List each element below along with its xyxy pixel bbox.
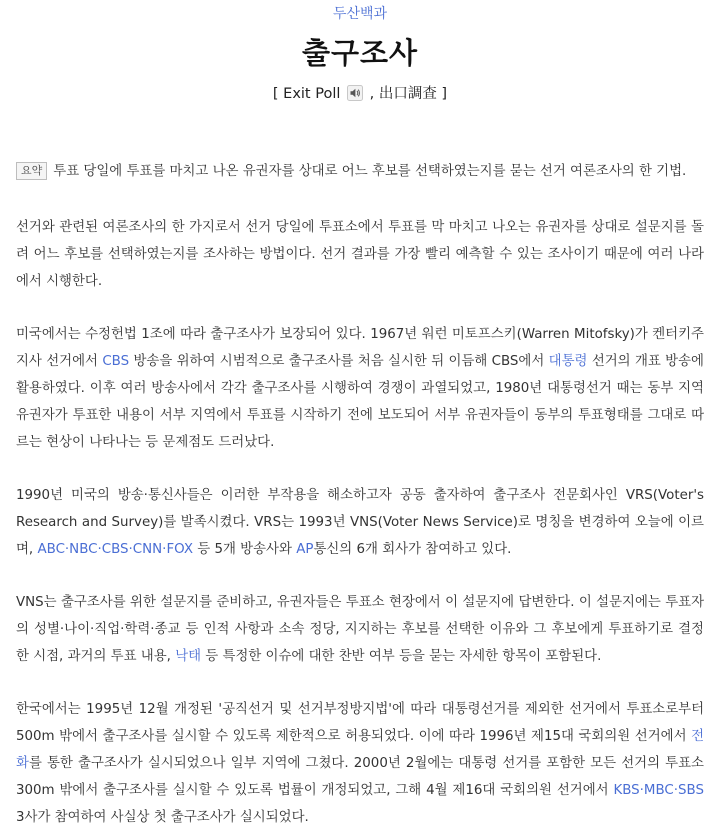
paragraph-text: 선거와 관련된 여론조사의 한 가지로서 선거 당일에 투표소에서 투표를 막 마치고 나오는 유권자를 상대로 설문지를 돌려 어느 후보를 선택하였는지를 조사하는 방법이다. 선거 결과를 가장 빨리 예측할 수 있는 조사이기 때문에 여러 나라에서 시행한다.	[16, 220, 704, 289]
paragraph-text: 통신의 6개 회사가 참여하고 있다.	[313, 542, 512, 557]
link-ap[interactable]: AP	[296, 542, 314, 557]
page-subtitle	[16, 83, 704, 105]
source-link[interactable]: 두산백과	[332, 6, 388, 22]
paragraph-text: 방송을 위하여 시범적으로 출구조사를 처음 실시한 뒤 이듬해 CBS에서	[129, 354, 549, 369]
link-broadcasters[interactable]: ABC·NBC·CBS·CNN·FOX	[37, 542, 194, 557]
link-telephone[interactable]: 전화	[16, 729, 704, 771]
paragraph-1	[16, 214, 704, 295]
paragraph-text: 3사가 참여하여 사실상 첫 출구조사가 실시되었다.	[16, 810, 309, 825]
subtitle-hanja: , 出口調査 ]	[369, 86, 448, 102]
paragraph-text: 를 통한 출구조사가 실시되었으나 일부 지역에 그쳤다. 2000년 2월에는 대통령 선거를 포함한 모든 선거의 투표소 300m 밖에서 출구조사를 실시할 수 있도록 법률이 개정되었고, 그해 4월 제16대 국회의원 선거에서	[16, 756, 704, 798]
link-cbs[interactable]: CBS	[102, 354, 130, 369]
paragraph-5	[16, 696, 704, 831]
link-kbs-mbc-sbs[interactable]: KBS·MBC·SBS	[613, 783, 704, 798]
link-abortion[interactable]: 낙태	[175, 649, 202, 664]
source-label	[16, 0, 704, 25]
paragraph-text: VNS는 출구조사를 위한 설문지를 준비하고, 유권자들은 투표소 현장에서 이 설문지에 답변한다. 이 설문지에는 투표자의 성별·나이·직업·학력·종교 등 인적 사항과 소속 정당, 지지하는 후보를 선택한 이유와 그 후보에게 투표하기로 결정한 시점, 과거의 투표 내용,	[16, 595, 704, 664]
paragraph-text: 미국에서는 수정헌법 1조에 따라 출구조사가 보장되어 있다. 1967년 워런 미토프스키(Warren Mitofsky)가 켄터키주지사 선거에서	[16, 327, 704, 369]
page-title: 출구조사	[301, 36, 419, 70]
summary	[16, 161, 704, 183]
link-president[interactable]: 대통령	[548, 354, 588, 369]
paragraph-2	[16, 321, 704, 456]
paragraph-text: 1990년 미국의 방송·통신사들은 이러한 부작용을 해소하고자 공동 출자하여 출구조사 전문회사인 VRS(Voter's Research and Survey)를 발족시켰다. VRS는 1993년 VNS(Voter News Service)로 명칭을 변경하여 오늘에 이르며,	[16, 488, 704, 557]
speaker-icon[interactable]	[347, 85, 363, 101]
summary-text: 투표 당일에 투표를 마치고 나온 유권자를 상대로 어느 후보를 선택하였는지를 묻는 선거 여론조사의 한 기법.	[53, 164, 687, 179]
paragraph-text: 선거의 개표 방송에 활용하였다. 이후 여러 방송사에서 각각 출구조사를 시행하여 경쟁이 과열되었고, 1980년 대통령선거 때는 동부 지역 유권자가 투표한 내용이 서부 지역에서 투표를 시작하기 전에 보도되어 서부 유권자들이 동부의 투표형태를 그대로 따르는 현상이 나타나는 등 문제점도 드러났다.	[16, 354, 704, 450]
paragraph-text: 등 5개 방송사와	[193, 542, 297, 557]
summary-badge: 요약	[16, 162, 47, 180]
paragraph-4	[16, 589, 704, 670]
paragraph-text: 한국에서는 1995년 12월 개정된 '공직선거 및 선거부정방지법'에 따라 대통령선거를 제외한 선거에서 투표소로부터 500m 밖에서 출구조사를 실시할 수 있도록 제한적으로 허용되었다. 이에 따라 1996년 제15대 국회의원 선거에서	[16, 702, 704, 744]
paragraph-text: 등 특정한 이슈에 대한 찬반 여부 등을 묻는 자세한 항목이 포함된다.	[201, 649, 602, 664]
paragraph-3	[16, 482, 704, 563]
subtitle-term: [ Exit Poll	[272, 86, 341, 102]
